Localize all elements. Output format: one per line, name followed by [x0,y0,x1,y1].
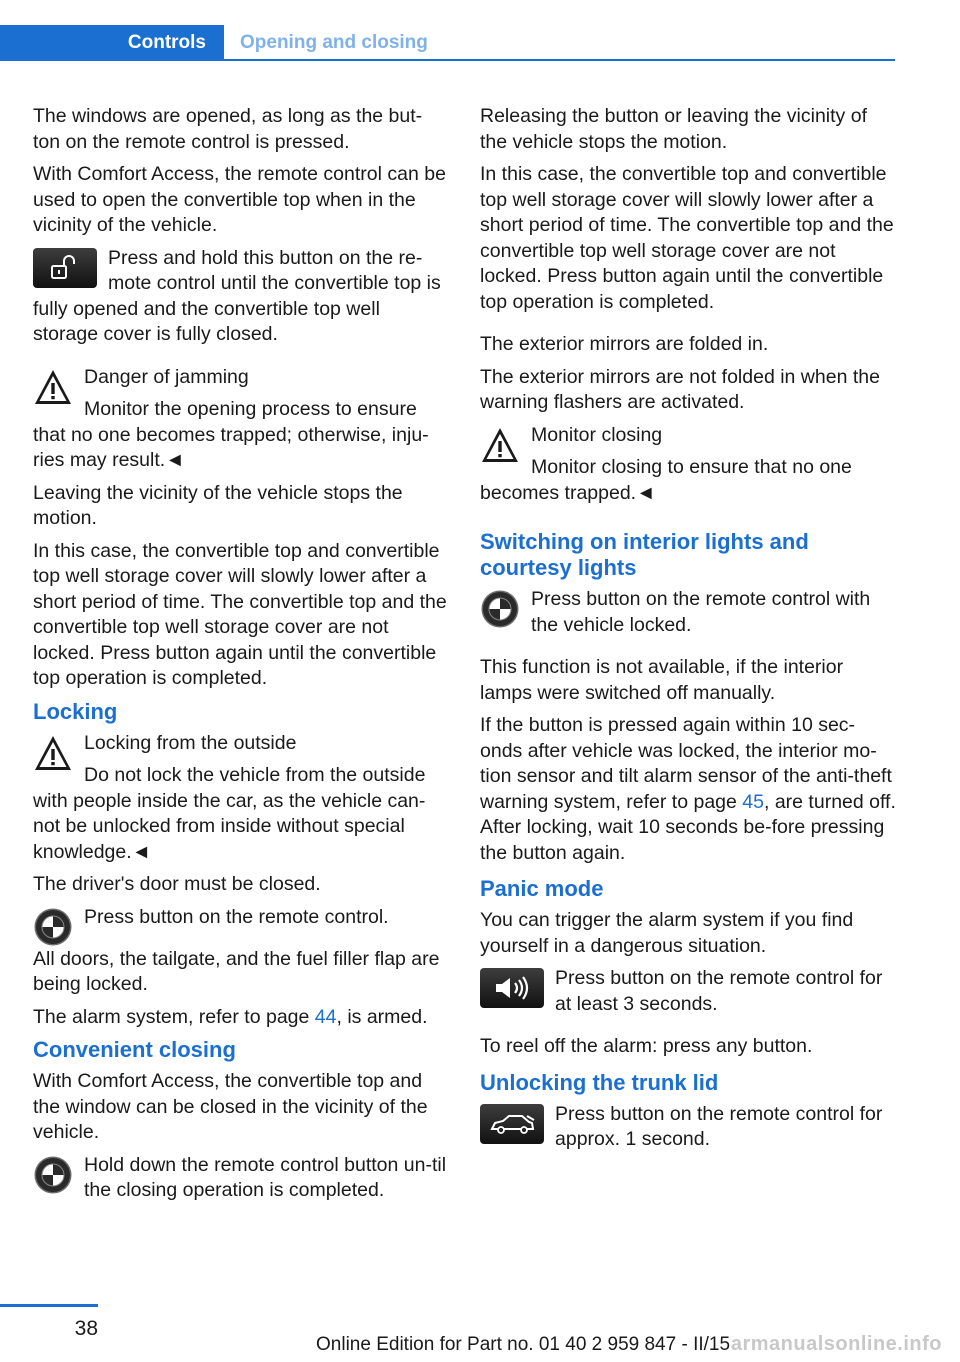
page-link-44[interactable]: 44 [314,1005,337,1028]
warning-text: Do not lock the vehicle from the outside with people inside the car, as the vehicle can‐not be unlocked from inside without special knowledge.◄ [33,764,426,863]
paragraph: Releasing the button or leaving the vicinity of the vehicle stops the motion. [480,105,867,153]
warning-text: Monitor closing to ensure that no one becomes trapped.◄ [480,456,852,504]
warning-locking-from-outside [33,731,449,873]
warning-triangle-icon [480,425,520,465]
heading-panic-mode: Panic mode [480,876,604,901]
lights-instruction [480,587,896,645]
header-rule [0,59,895,61]
page-header [0,25,895,61]
panic-instruction [480,966,896,1024]
paragraph: With Comfort Access, the convertible top and the window can be closed in the vicinity of the vehicle. [33,1070,428,1143]
close-instruction [33,1153,449,1211]
paragraph: You can trigger the alarm system if you find yourself in a dangerous situation. [480,909,854,957]
paragraph: To reel off the alarm: press any button. [480,1035,813,1057]
warning-title: Locking from the outside [84,731,297,754]
bmw-button-icon [33,907,73,947]
instruction-text: Press and hold this button on the re‐mote control until the convertible top is fully opened and the convertible top well storage cover is fully closed. [33,246,441,345]
warning-danger-of-jamming [33,365,449,481]
instruction-text: Press button on the remote control for at least 3 seconds. [555,967,883,1015]
warning-monitor-closing [480,423,896,514]
right-column [480,104,896,1160]
paragraph: The driver's door must be closed. [33,873,321,895]
warning-triangle-icon [33,367,73,407]
paragraph: The alarm system, refer to page 44, is armed. [33,1005,428,1028]
trunk-instruction [480,1102,896,1160]
paragraph: This function is not available, if the interior lamps were switched off manually. [480,656,844,704]
left-column [33,104,449,1211]
instruction-text: Press button on the remote control. [84,905,389,928]
paragraph: The windows are opened, as long as the but‐ton on the remote control is pressed. [33,105,423,153]
heading-convenient-closing: Convenient closing [33,1037,236,1062]
bmw-button-icon [480,589,520,629]
unlock-button-icon [33,248,97,288]
paragraph: In this case, the convertible top and convertible top well storage cover will slowly lower after a short period of time. The convertible top and the convertible top well storage cover are not locked. Press button again until the convertible top operation is completed. [480,163,894,313]
warning-title: Monitor closing [531,423,663,446]
paragraph: All doors, the tailgate, and the fuel filler flap are being locked. [33,947,440,995]
car-trunk-button-icon [480,1104,544,1144]
edition-text: Online Edition for Part no. 01 40 2 959 847 - II/15 [316,1334,731,1355]
heading-interior-lights: Switching on interior lights and courtesy lights [480,529,809,580]
paragraph: Leaving the vicinity of the vehicle stops the motion. [33,481,403,529]
paragraph: In this case, the convertible top and convertible top well storage cover will slowly lower after a short period of time. The convertible top and the convertible top well storage cover are not locked. Press button again until the convertible top operation is completed. [33,539,447,689]
open-top-instruction [33,246,449,355]
page-number: 38 [74,1317,98,1340]
warning-triangle-icon [33,733,73,773]
instruction-text: Hold down the remote control button un‐til the closing operation is completed. [84,1153,447,1201]
footer-rule [0,1304,98,1307]
warning-title: Danger of jamming [84,365,249,388]
instruction-text: Press button on the remote control for approx. 1 second. [555,1102,883,1150]
header-subsection-tab: Opening and closing [240,32,428,53]
paragraph: With Comfort Access, the remote control can be used to open the convertible top when in the vicinity of the vehicle. [33,163,446,236]
heading-trunk-lid: Unlocking the trunk lid [480,1069,719,1095]
speaker-button-icon [480,968,544,1008]
page-link-45[interactable]: 45 [742,790,764,813]
heading-locking: Locking [33,698,118,724]
paragraph: If the button is pressed again within 10 sec‐onds after vehicle was locked, the interior mo‐tion sensor and tilt alarm sensor of the anti-theft warning system, refer to page 45, are turned off. After locking, wait 10 seconds be‐fore pressing the button again. [480,714,896,864]
paragraph: The exterior mirrors are folded in. [480,333,769,355]
header-section-tab: Controls [0,25,224,61]
paragraph: The exterior mirrors are not folded in when the warning flashers are activated. [480,365,880,413]
instruction-text: Press button on the remote control with the vehicle locked. [531,588,871,636]
warning-text: Monitor the opening process to ensure that no one becomes trapped; otherwise, inju‐ries may result.◄ [33,398,429,471]
bmw-button-icon [33,1155,73,1195]
lock-instruction [33,905,449,947]
watermark: armanualsonline.info [730,1333,942,1355]
